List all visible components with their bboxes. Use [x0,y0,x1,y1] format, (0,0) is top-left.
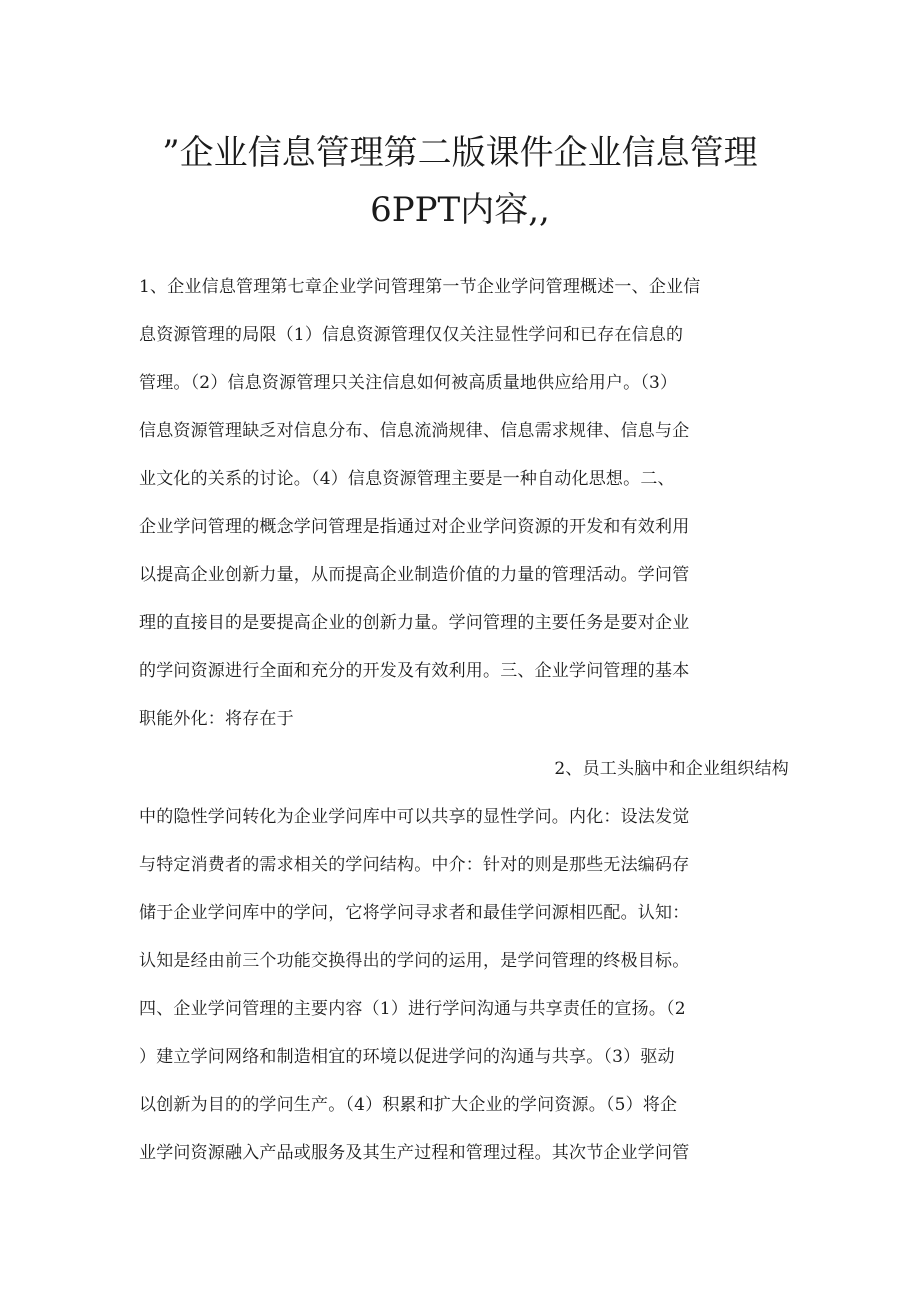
body-text-line: 认知是经由前三个功能交换得出的学问的运用，是学问管理的终极目标。 [139,951,690,971]
body-text-line: 业学问资源融入产品或服务及其生产过程和管理过程。其次节企业学问管 [139,1143,690,1163]
body-text-line: 与特定消费者的需求相关的学问结构。中介：针对的则是那些无法编码存 [139,855,690,875]
section-2-heading: 2、员工头脑中和企业组织结构 [554,759,789,779]
body-text-line: 以创新为目的的学问生产。（4）积累和扩大企业的学问资源。（5）将企 [139,1095,678,1115]
document-title-line-2: 6PPT内容,, [370,190,550,230]
document-title-line-1: ”企业信息管理第二版课件企业信息管理 [162,133,758,173]
body-text-line: 管理。（2）信息资源管理只关注信息如何被高质量地供应给用户。（3） [139,373,678,393]
body-text-line: ）建立学问网络和制造相宜的环境以促进学问的沟通与共享。（3）驱动 [139,1047,675,1067]
body-text-line: 以提高企业创新力量，从而提高企业制造价值的力量的管理活动。学问管 [139,565,690,585]
body-text-line: 储于企业学问库中的学问，它将学问寻求者和最佳学问源相匹配。认知： [139,903,690,923]
body-text-line: 信息资源管理缺乏对信息分布、信息流淌规律、信息需求规律、信息与企 [139,421,690,441]
body-text-line: 四、企业学问管理的主要内容（1）进行学问沟通与共享责任的宣扬。（2 [139,999,686,1019]
body-text-line: 企业学问管理的概念学问管理是指通过对企业学问资源的开发和有效利用 [139,517,690,537]
body-text-line: 理的直接目的是要提高企业的创新力量。学问管理的主要任务是要对企业 [139,613,690,633]
body-text-line: 的学问资源进行全面和充分的开发及有效利用。三、企业学问管理的基本 [139,661,690,681]
body-text-line: 息资源管理的局限（1）信息资源管理仅仅关注显性学问和已存在信息的 [139,325,684,345]
body-text-line: 中的隐性学问转化为企业学问库中可以共享的显性学问。内化：设法发觉 [139,807,690,827]
body-text-line: 业文化的关系的讨论。（4）信息资源管理主要是一种自动化思想。二、 [139,469,675,489]
body-text-line: 1、企业信息管理第七章企业学问管理第一节企业学问管理概述一、企业信 [139,277,701,297]
body-text-line: 职能外化：将存在于 [139,709,294,729]
